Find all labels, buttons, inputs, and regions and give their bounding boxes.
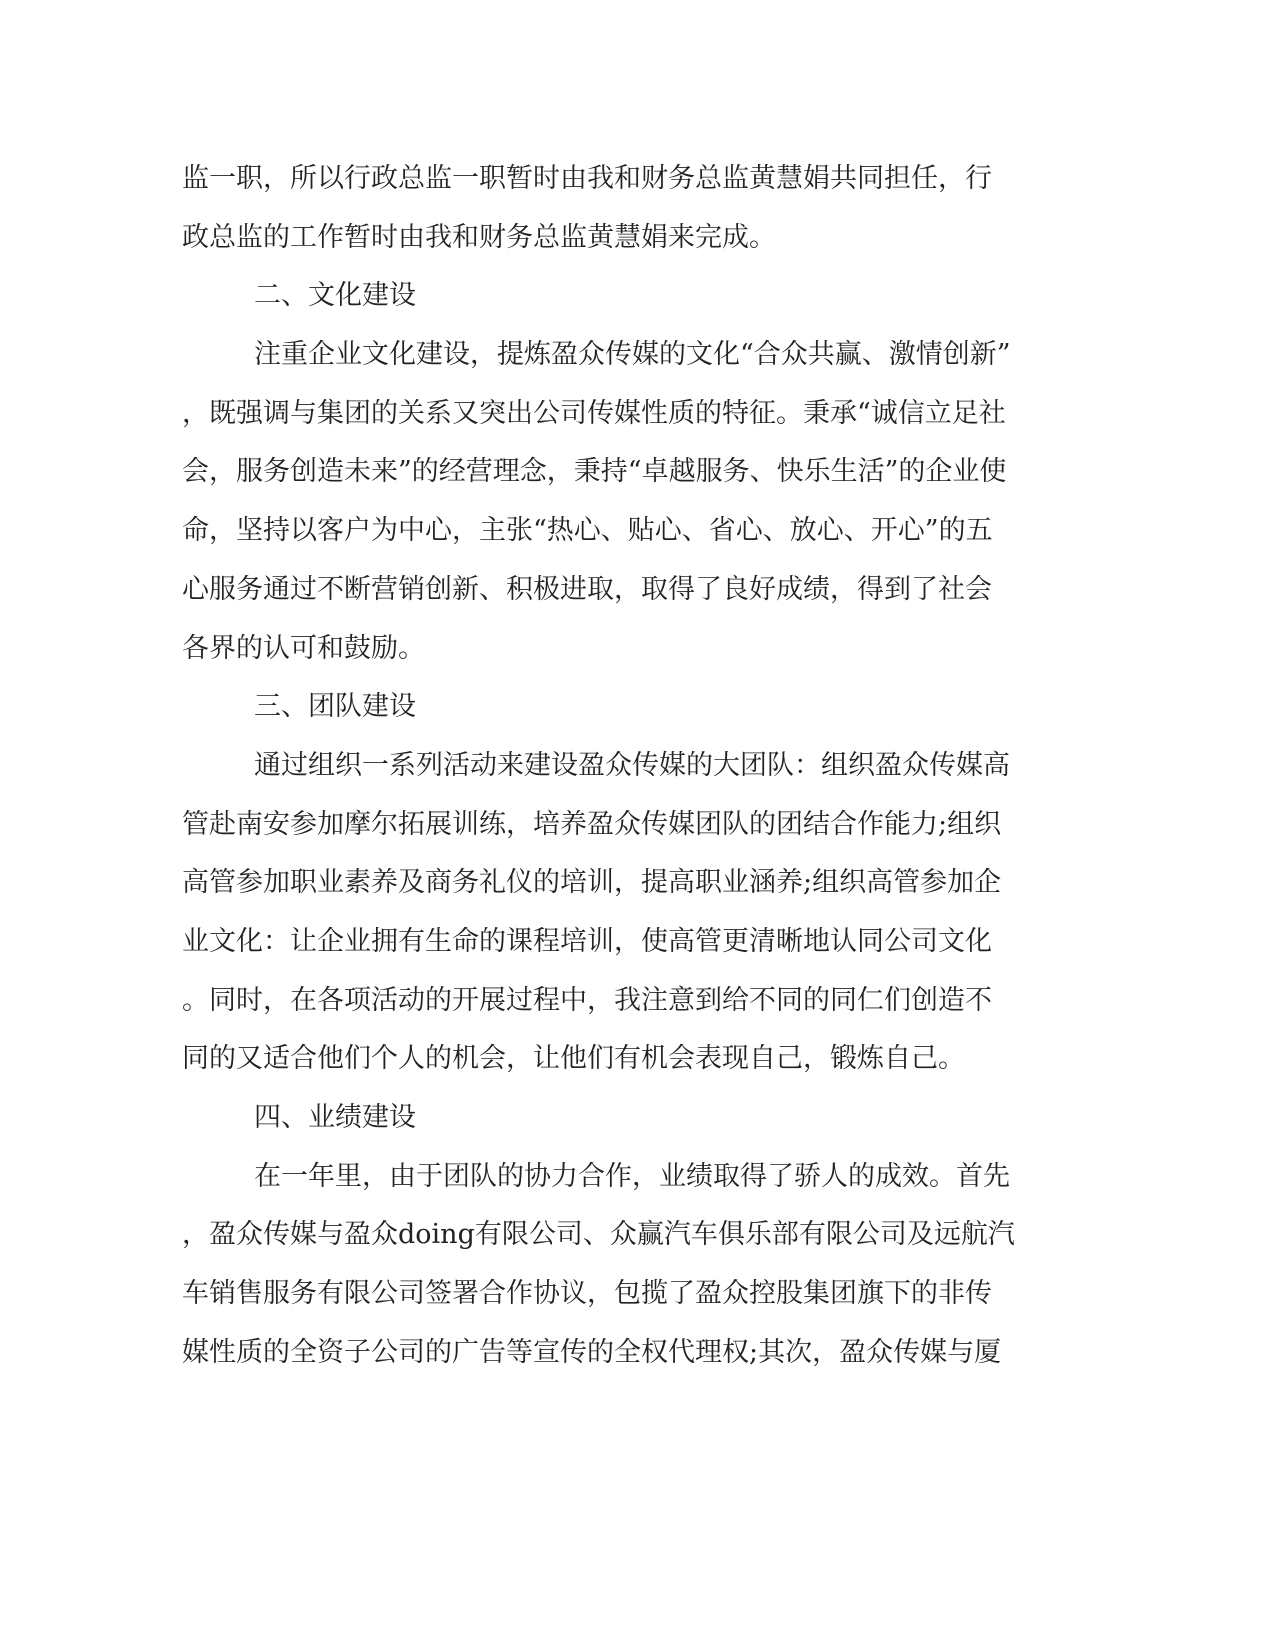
body-text-line: 命，坚持以客户为中心，主张“热心、贴心、省心、放心、开心”的五 [182, 515, 993, 547]
body-text-line: 车销售服务有限公司签署合作协议，包揽了盈众控股集团旗下的非传 [182, 1278, 992, 1310]
body-text-line: 各界的认可和鼓励。 [182, 632, 425, 664]
body-text-line: 高管参加职业素养及商务礼仪的培训，提高职业涵养;组织高管参加企 [182, 867, 1002, 899]
body-text-line: 业文化：让企业拥有生命的课程培训，使高管更清晰地认同公司文化 [182, 925, 992, 957]
body-text-line: 媒性质的全资子公司的广告等宣传的全权代理权;其次，盈众传媒与厦 [182, 1336, 1002, 1368]
body-text-line: ，既强调与集团的关系又突出公司传媒性质的特征。秉承“诚信立足社 [182, 397, 1006, 429]
section-heading-culture: 二、文化建设 [254, 280, 416, 312]
body-text-line: ，盈众传媒与盈众doing有限公司、众赢汽车俱乐部有限公司及远航汽 [182, 1219, 1015, 1251]
paragraph-first-line: 注重企业文化建设，提炼盈众传媒的文化“合众共赢、激情创新” [254, 339, 1011, 371]
body-text-line: 管赴南安参加摩尔拓展训练，培养盈众传媒团队的团结合作能力;组织 [182, 808, 1002, 840]
paragraph-first-line: 通过组织一系列活动来建设盈众传媒的大团队：组织盈众传媒高 [254, 749, 1010, 781]
body-text-line: 。同时，在各项活动的开展过程中，我注意到给不同的同仁们创造不 [182, 984, 992, 1016]
body-text-line: 政总监的工作暂时由我和财务总监黄慧娟来完成。 [182, 221, 776, 253]
document-body [182, 150, 1042, 1382]
body-text-line: 监一职，所以行政总监一职暂时由我和财务总监黄慧娟共同担任，行 [182, 163, 992, 194]
section-heading-team: 三、团队建设 [254, 691, 416, 723]
body-text-line: 同的又适合他们个人的机会，让他们有机会表现自己，锻炼自己。 [182, 1043, 965, 1075]
body-text-line: 会，服务创造未来”的经营理念，秉持“卓越服务、快乐生活”的企业使 [182, 456, 1007, 488]
paragraph-first-line: 在一年里，由于团队的协力合作，业绩取得了骄人的成效。首先 [254, 1160, 1010, 1192]
body-text-line: 心服务通过不断营销创新、积极进取，取得了良好成绩，得到了社会 [182, 573, 992, 605]
section-heading-performance: 四、业绩建设 [254, 1102, 416, 1133]
